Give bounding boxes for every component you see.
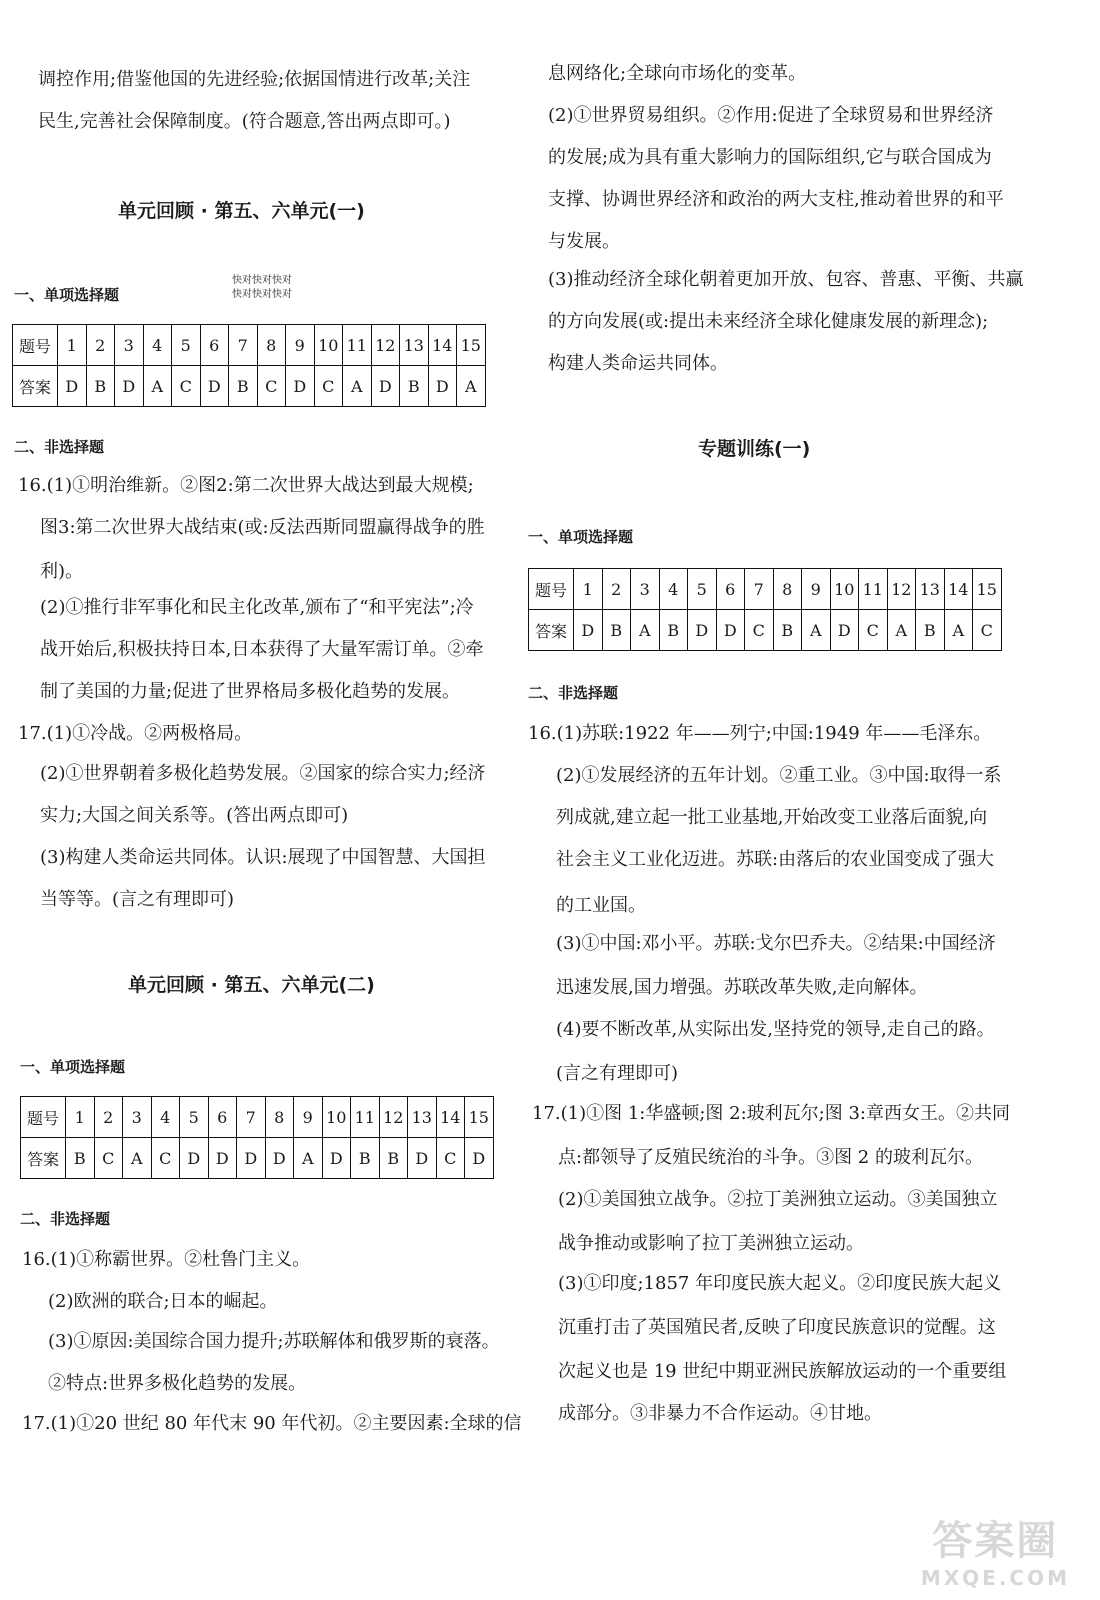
- question-number-cell: 6: [208, 1097, 237, 1138]
- subsection-title: 一、单项选择题: [528, 528, 634, 546]
- question-number-cell: 8: [257, 325, 286, 366]
- answer-cell: D: [180, 1138, 209, 1179]
- text-line: 17.(1)①20 世纪 80 年代末 90 年代初。②主要因素:全球的信: [22, 1413, 522, 1434]
- question-number-cell: 10: [830, 569, 859, 610]
- answer-cell: D: [688, 610, 717, 651]
- answer-cell: A: [802, 610, 831, 651]
- question-number-cell: 8: [265, 1097, 294, 1138]
- answer-cell: D: [428, 366, 457, 407]
- answer-cell: D: [286, 366, 315, 407]
- question-number-cell: 7: [237, 1097, 266, 1138]
- answer-cell: B: [916, 610, 945, 651]
- question-number-cell: 4: [659, 569, 688, 610]
- answer-row: [13, 366, 486, 407]
- row-header: 题号: [21, 1097, 66, 1138]
- answer-cell: C: [151, 1138, 180, 1179]
- row-header: 题号: [529, 569, 574, 610]
- answer-cell: D: [574, 610, 603, 651]
- answer-row: [529, 610, 1002, 651]
- question-number-cell: 12: [887, 569, 916, 610]
- text-line: 成部分。③非暴力不合作运动。④甘地。: [558, 1403, 882, 1424]
- text-line: (4)要不断改革,从实际出发,坚持党的领导,走自己的路。: [556, 1019, 995, 1040]
- text-line: 16.(1)①称霸世界。②杜鲁门主义。: [22, 1249, 311, 1270]
- row-header: 答案: [529, 610, 574, 651]
- answer-cell: D: [58, 366, 87, 407]
- question-number-cell: 14: [944, 569, 973, 610]
- answer-cell: C: [859, 610, 888, 651]
- answer-cell: D: [408, 1138, 437, 1179]
- question-number-cell: 6: [200, 325, 229, 366]
- answer-cell: B: [86, 366, 115, 407]
- text-line: 次起义也是 19 世纪中期亚洲民族解放运动的一个重要组: [558, 1361, 1007, 1382]
- subsection-title: 一、单项选择题: [20, 1058, 126, 1076]
- answer-cell: A: [294, 1138, 323, 1179]
- question-number-cell: 2: [602, 569, 631, 610]
- text-line: 构建人类命运共同体。: [548, 353, 728, 374]
- question-number-cell: 6: [716, 569, 745, 610]
- answer-cell: B: [400, 366, 429, 407]
- text-line: 列成就,建立起一批工业基地,开始改变工业落后面貌,向: [556, 807, 988, 828]
- text-line: 迅速发展,国力增强。苏联改革失败,走向解体。: [556, 977, 928, 998]
- text-line: 支撑、协调世界经济和政治的两大支柱,推动着世界的和平: [548, 189, 1004, 210]
- text-line: 制了美国的力量;促进了世界格局多极化趋势的发展。: [40, 681, 461, 702]
- answer-cell: D: [716, 610, 745, 651]
- question-number-cell: 14: [428, 325, 457, 366]
- text-line: 图3:第二次世界大战结束(或:反法西斯同盟赢得战争的胜: [40, 517, 485, 538]
- text-line: 与发展。: [548, 231, 620, 252]
- question-number-cell: 15: [465, 1097, 494, 1138]
- row-header: 答案: [21, 1138, 66, 1179]
- question-number-cell: 5: [688, 569, 717, 610]
- question-number-cell: 15: [973, 569, 1002, 610]
- question-number-cell: 12: [379, 1097, 408, 1138]
- section-title: 单元回顾 · 第五、六单元(一): [118, 200, 365, 222]
- answer-row: [21, 1138, 494, 1179]
- answer-cell: D: [322, 1138, 351, 1179]
- answer-table: [12, 324, 486, 407]
- question-number-cell: 9: [294, 1097, 323, 1138]
- answer-cell: D: [371, 366, 400, 407]
- question-number-row: [21, 1097, 494, 1138]
- text-line: (2)①发展经济的五年计划。②重工业。③中国:取得一系: [556, 765, 1002, 786]
- question-number-cell: 1: [574, 569, 603, 610]
- text-line: 的工业国。: [556, 895, 646, 916]
- answer-cell: B: [379, 1138, 408, 1179]
- answer-cell: B: [66, 1138, 95, 1179]
- text-line: 17.(1)①图 1:华盛顿;图 2:玻利瓦尔;图 3:章西女王。②共同: [532, 1103, 1010, 1124]
- answer-cell: B: [602, 610, 631, 651]
- answer-table: [528, 568, 1002, 651]
- question-number-cell: 9: [286, 325, 315, 366]
- question-number-cell: 4: [151, 1097, 180, 1138]
- question-number-cell: 5: [180, 1097, 209, 1138]
- text-line: (2)欧洲的联合;日本的崛起。: [48, 1291, 278, 1312]
- question-number-cell: 13: [916, 569, 945, 610]
- text-line: (3)构建人类命运共同体。认识:展现了中国智慧、大国担: [40, 847, 486, 868]
- answer-table: [20, 1096, 494, 1179]
- question-number-cell: 11: [351, 1097, 380, 1138]
- text-line: (2)①世界朝着多极化趋势发展。②国家的综合实力;经济: [40, 763, 486, 784]
- stamp-note: 快对快对快对: [232, 289, 292, 300]
- watermark-text: 答案圈: [932, 1518, 1059, 1564]
- text-line: 16.(1)①明治维新。②图2:第二次世界大战达到最大规模;: [18, 475, 474, 496]
- answer-cell: C: [745, 610, 774, 651]
- watermark-url: MXQE.COM: [920, 1566, 1070, 1590]
- question-number-cell: 13: [400, 325, 429, 366]
- answer-cell: C: [172, 366, 201, 407]
- question-number-cell: 1: [66, 1097, 95, 1138]
- answer-cell: C: [94, 1138, 123, 1179]
- row-header: 答案: [13, 366, 58, 407]
- text-line: 17.(1)①冷战。②两极格局。: [18, 723, 253, 744]
- text-line: 战争推动或影响了拉丁美洲独立运动。: [558, 1233, 864, 1254]
- question-number-cell: 7: [745, 569, 774, 610]
- section-title: 单元回顾 · 第五、六单元(二): [128, 974, 375, 996]
- text-line: 的发展;成为具有重大影响力的国际组织,它与联合国成为: [548, 147, 992, 168]
- section-title: 专题训练(一): [698, 438, 811, 460]
- answer-cell: D: [237, 1138, 266, 1179]
- answer-cell: D: [200, 366, 229, 407]
- answer-cell: A: [887, 610, 916, 651]
- question-number-cell: 8: [773, 569, 802, 610]
- question-number-cell: 3: [123, 1097, 152, 1138]
- answer-cell: D: [465, 1138, 494, 1179]
- answer-cell: A: [631, 610, 660, 651]
- text-line: (2)①推行非军事化和民主化改革,颁布了“和平宪法”;冷: [40, 597, 474, 618]
- question-number-cell: 1: [58, 325, 87, 366]
- text-line: 利)。: [40, 561, 84, 582]
- question-number-cell: 10: [314, 325, 343, 366]
- answer-cell: B: [773, 610, 802, 651]
- answer-cell: C: [973, 610, 1002, 651]
- answer-cell: B: [659, 610, 688, 651]
- text-line: 息网络化;全球向市场化的变革。: [548, 63, 807, 84]
- question-number-cell: 13: [408, 1097, 437, 1138]
- answer-cell: D: [208, 1138, 237, 1179]
- question-number-cell: 11: [343, 325, 372, 366]
- text-line: 战开始后,积极扶持日本,日本获得了大量军需订单。②牵: [40, 639, 484, 660]
- answer-cell: D: [830, 610, 859, 651]
- question-number-cell: 15: [457, 325, 486, 366]
- text-line: 16.(1)苏联:1922 年——列宁;中国:1949 年——毛泽东。: [528, 723, 992, 744]
- text-line: 当等等。(言之有理即可): [40, 889, 235, 910]
- text-line: 点:都领导了反殖民统治的斗争。③图 2 的玻利瓦尔。: [558, 1147, 983, 1168]
- question-number-cell: 14: [436, 1097, 465, 1138]
- answer-cell: C: [436, 1138, 465, 1179]
- question-number-cell: 2: [86, 325, 115, 366]
- answer-cell: A: [944, 610, 973, 651]
- answer-cell: B: [351, 1138, 380, 1179]
- question-number-cell: 3: [631, 569, 660, 610]
- text-line: (3)推动经济全球化朝着更加开放、包容、普惠、平衡、共赢: [548, 269, 1024, 290]
- question-number-cell: 9: [802, 569, 831, 610]
- text-line: ②特点:世界多极化趋势的发展。: [48, 1373, 307, 1394]
- text-line: 实力;大国之间关系等。(答出两点即可): [40, 805, 349, 826]
- answer-cell: B: [229, 366, 258, 407]
- question-number-cell: 7: [229, 325, 258, 366]
- question-number-cell: 2: [94, 1097, 123, 1138]
- question-number-cell: 3: [115, 325, 144, 366]
- subsection-title: 一、单项选择题: [14, 286, 120, 304]
- text-line: (2)①美国独立战争。②拉丁美洲独立运动。③美国独立: [558, 1189, 998, 1210]
- subsection-title: 二、非选择题: [528, 684, 619, 702]
- text-line: (言之有理即可): [556, 1063, 679, 1084]
- question-number-row: [13, 325, 486, 366]
- answer-cell: A: [457, 366, 486, 407]
- text-line: (2)①世界贸易组织。②作用:促进了全球贸易和世界经济: [548, 105, 994, 126]
- answer-cell: C: [314, 366, 343, 407]
- text-line: 民生,完善社会保障制度。(符合题意,答出两点即可。): [38, 111, 451, 132]
- stamp-note: 快对快对快对: [232, 275, 292, 286]
- text-line: 沉重打击了英国殖民者,反映了印度民族意识的觉醒。这: [558, 1317, 996, 1338]
- text-line: 调控作用;借鉴他国的先进经验;依据国情进行改革;关注: [38, 69, 471, 90]
- answer-cell: C: [257, 366, 286, 407]
- text-line: 的方向发展(或:提出未来经济全球化健康发展的新理念);: [548, 311, 989, 332]
- answer-cell: A: [123, 1138, 152, 1179]
- answer-cell: D: [265, 1138, 294, 1179]
- text-line: (3)①中国:邓小平。苏联:戈尔巴乔夫。②结果:中国经济: [556, 933, 996, 954]
- question-number-cell: 12: [371, 325, 400, 366]
- question-number-cell: 5: [172, 325, 201, 366]
- question-number-cell: 10: [322, 1097, 351, 1138]
- question-number-row: [529, 569, 1002, 610]
- question-number-cell: 4: [143, 325, 172, 366]
- text-line: (3)①原因:美国综合国力提升;苏联解体和俄罗斯的衰落。: [48, 1331, 500, 1352]
- text-line: (3)①印度;1857 年印度民族大起义。②印度民族大起义: [558, 1273, 1002, 1294]
- answer-cell: D: [115, 366, 144, 407]
- question-number-cell: 11: [859, 569, 888, 610]
- watermark-logo: [921, 1509, 1070, 1590]
- row-header: 题号: [13, 325, 58, 366]
- subsection-title: 二、非选择题: [20, 1210, 111, 1228]
- answer-cell: A: [143, 366, 172, 407]
- answer-cell: A: [343, 366, 372, 407]
- subsection-title: 二、非选择题: [14, 438, 105, 456]
- text-line: 社会主义工业化迈进。苏联:由落后的农业国变成了强大: [556, 849, 995, 870]
